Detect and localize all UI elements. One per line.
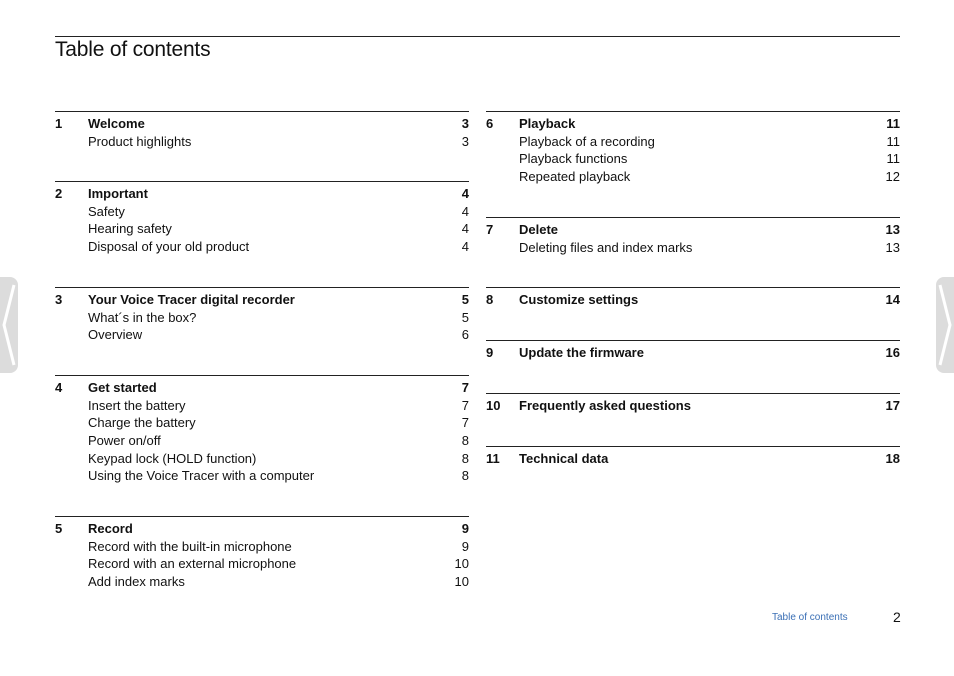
chapter-title: Delete (519, 222, 559, 237)
chapter-title: Customize settings (519, 292, 639, 307)
item-label: Keypad lock (HOLD function) (88, 450, 257, 466)
item-label: Product highlights (88, 133, 192, 149)
next-page-tab[interactable] (936, 277, 954, 373)
item-label: Insert the battery (88, 397, 186, 413)
toc-item-row[interactable] (55, 432, 469, 450)
item-page: 4 (461, 221, 469, 237)
item-label: Add index marks (88, 574, 185, 590)
toc-item-row[interactable] (486, 150, 900, 168)
item-label: Charge the battery (88, 415, 196, 431)
chapter-number: 9 (486, 345, 494, 360)
chapter-page: 18 (885, 451, 900, 466)
chapter-page: 17 (885, 398, 900, 413)
item-page: 6 (461, 327, 469, 343)
item-label: Power on/off (88, 433, 161, 449)
toc-section-11 (486, 446, 900, 468)
chapter-number: 7 (486, 222, 494, 237)
toc-section-6 (486, 111, 900, 186)
item-page: 3 (461, 133, 469, 149)
toc-section-10 (486, 393, 900, 415)
footer-page-number: 2 (893, 609, 901, 625)
chapter-page: 14 (885, 292, 900, 307)
item-label: Playback of a recording (519, 133, 655, 149)
chapter-title: Technical data (519, 451, 609, 466)
chapter-title: Important (88, 186, 148, 201)
item-page: 8 (461, 433, 469, 449)
item-page: 7 (461, 415, 469, 431)
item-page: 10 (454, 574, 469, 590)
chapter-title: Playback (519, 116, 576, 131)
item-label: Deleting files and index marks (519, 239, 693, 255)
toc-section-4 (55, 375, 469, 485)
toc-item-row[interactable] (55, 538, 469, 556)
item-label: Playback functions (519, 151, 628, 167)
chapter-number: 6 (486, 116, 494, 131)
toc-chapter-row[interactable] (486, 221, 900, 239)
toc-item-row[interactable] (55, 450, 469, 468)
prev-page-tab[interactable] (0, 277, 18, 373)
chapter-title: Record (88, 521, 133, 536)
chapter-title: Your Voice Tracer digital recorder (88, 292, 295, 307)
chapter-number: 11 (486, 451, 500, 466)
toc-item-row[interactable] (55, 203, 469, 221)
item-label: What´s in the box? (88, 309, 197, 325)
item-label: Record with the built-in microphone (88, 538, 292, 554)
toc-item-row[interactable] (55, 555, 469, 573)
page-title: Table of contents (55, 38, 211, 61)
toc-section-5 (55, 516, 469, 591)
top-rule (55, 36, 900, 37)
toc-chapter-row[interactable] (55, 520, 469, 538)
chapter-title: Frequently asked questions (519, 398, 691, 413)
toc-item-row[interactable] (55, 133, 469, 151)
chapter-number: 10 (486, 398, 501, 413)
toc-section-1 (55, 111, 469, 150)
toc-chapter-row[interactable] (486, 450, 900, 468)
toc-section-3 (55, 287, 469, 344)
chevron-left-icon (0, 277, 18, 373)
toc-item-row[interactable] (55, 573, 469, 591)
chapter-number: 1 (55, 116, 63, 131)
toc-chapter-row[interactable] (55, 115, 469, 133)
chapter-page: 16 (885, 345, 900, 360)
toc-chapter-row[interactable] (486, 344, 900, 362)
toc-section-9 (486, 340, 900, 362)
chapter-title: Get started (88, 380, 157, 395)
toc-item-row[interactable] (55, 309, 469, 327)
footer-section-link[interactable]: Table of contents (772, 612, 848, 623)
item-page: 8 (461, 468, 469, 484)
toc-section-2 (55, 181, 469, 256)
item-page: 11 (886, 151, 900, 167)
toc-chapter-row[interactable] (486, 115, 900, 133)
toc-item-row[interactable] (55, 220, 469, 238)
chapter-page: 7 (461, 380, 469, 395)
item-page: 11 (886, 133, 900, 149)
toc-chapter-row[interactable] (486, 397, 900, 415)
item-page: 10 (454, 556, 469, 572)
chapter-title: Welcome (88, 116, 145, 131)
item-label: Overview (88, 327, 143, 343)
chapter-number: 8 (486, 292, 494, 307)
item-page: 4 (461, 239, 469, 255)
chapter-number: 4 (55, 380, 63, 395)
toc-chapter-row[interactable] (55, 379, 469, 397)
item-label: Safety (88, 203, 125, 219)
chapter-page: 9 (461, 521, 469, 536)
toc-item-row[interactable] (486, 239, 900, 257)
chapter-title: Update the firmware (519, 345, 644, 360)
toc-item-row[interactable] (486, 168, 900, 186)
item-page: 9 (461, 538, 469, 554)
chapter-number: 3 (55, 292, 63, 307)
toc-item-row[interactable] (55, 326, 469, 344)
item-label: Using the Voice Tracer with a computer (88, 468, 315, 484)
item-page: 8 (461, 450, 469, 466)
chapter-number: 2 (55, 186, 63, 201)
item-page: 4 (461, 203, 469, 219)
toc-chapter-row[interactable] (55, 291, 469, 309)
chevron-right-icon (936, 277, 954, 373)
toc-item-row[interactable] (55, 397, 469, 415)
toc-chapter-row[interactable] (55, 185, 469, 203)
item-label: Record with an external microphone (88, 556, 297, 572)
item-page: 12 (885, 169, 900, 185)
chapter-page: 3 (461, 116, 469, 131)
toc-section-7 (486, 217, 900, 256)
toc-chapter-row[interactable] (486, 291, 900, 309)
chapter-page: 11 (886, 116, 900, 131)
toc-item-row[interactable] (55, 414, 469, 432)
toc-item-row[interactable] (486, 133, 900, 151)
item-label: Repeated playback (519, 169, 631, 185)
chapter-page: 13 (885, 222, 900, 237)
toc-item-row[interactable] (55, 238, 469, 256)
item-page: 5 (461, 309, 469, 325)
item-label: Hearing safety (88, 221, 172, 237)
item-page: 7 (461, 397, 469, 413)
toc-section-8 (486, 287, 900, 309)
item-page: 13 (885, 239, 900, 255)
toc-item-row[interactable] (55, 467, 469, 485)
chapter-page: 5 (461, 292, 469, 307)
item-label: Disposal of your old product (88, 239, 250, 255)
chapter-page: 4 (461, 186, 469, 201)
chapter-number: 5 (55, 521, 63, 536)
